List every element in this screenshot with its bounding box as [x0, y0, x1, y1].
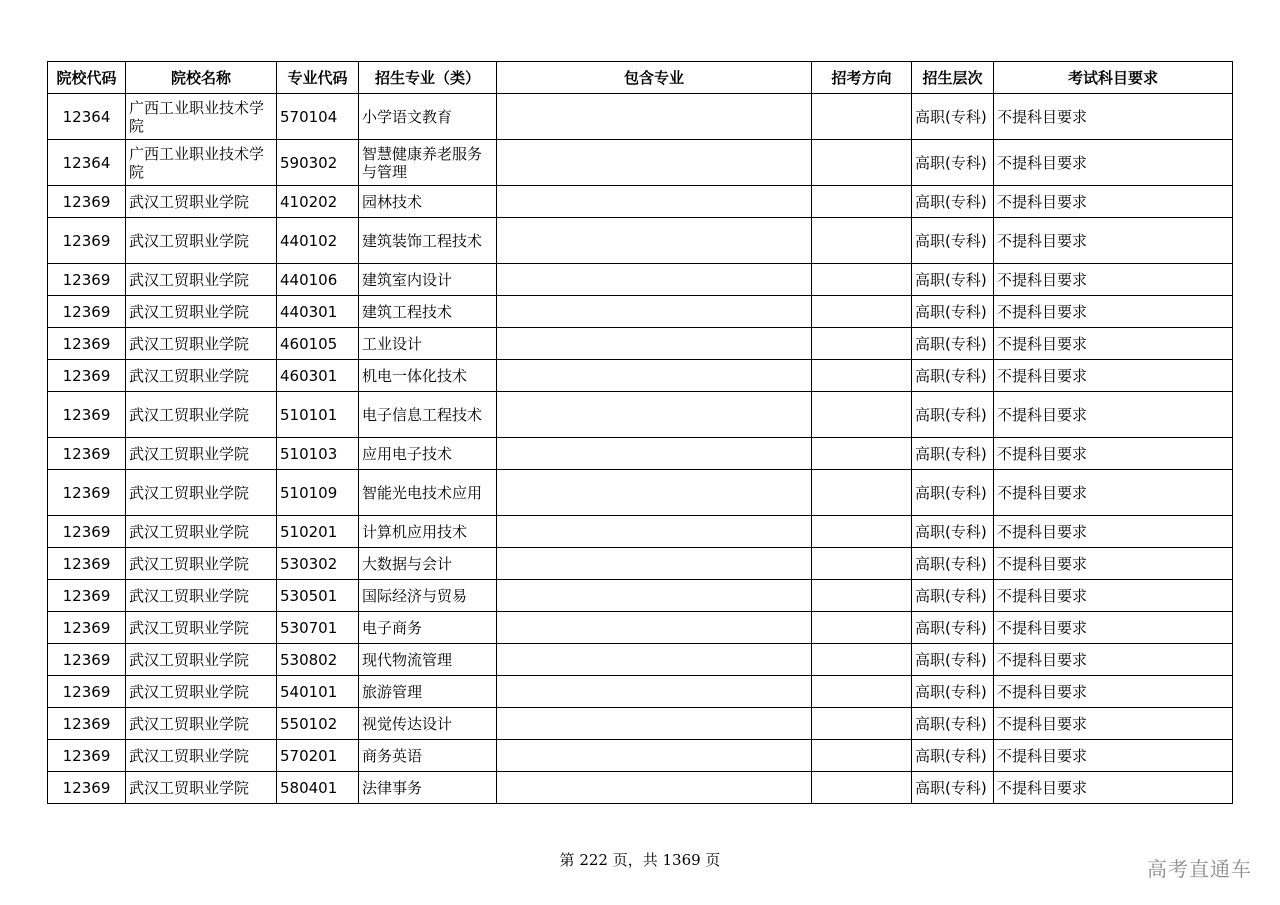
- cell-major: 应用电子技术: [359, 438, 497, 470]
- cell-major: 电子信息工程技术: [359, 392, 497, 438]
- cell-major: 工业设计: [359, 328, 497, 360]
- cell-direction: [812, 392, 912, 438]
- cell-school-code: 12369: [48, 516, 126, 548]
- cell-major: 智慧健康养老服务与管理: [359, 140, 497, 186]
- header-school-code: 院校代码: [48, 62, 126, 94]
- cell-subject-requirement: 不提科目要求: [994, 772, 1233, 804]
- cell-direction: [812, 186, 912, 218]
- cell-level: 高职(专科): [912, 516, 994, 548]
- cell-major: 小学语文教育: [359, 94, 497, 140]
- cell-level: 高职(专科): [912, 360, 994, 392]
- cell-school-code: 12369: [48, 218, 126, 264]
- cell-subject-requirement: 不提科目要求: [994, 360, 1233, 392]
- cell-school-code: 12369: [48, 470, 126, 516]
- cell-school-name: 武汉工贸职业学院: [126, 218, 277, 264]
- cell-subject-requirement: 不提科目要求: [994, 438, 1233, 470]
- header-subject-requirement: 考试科目要求: [994, 62, 1233, 94]
- table-row: [48, 140, 1233, 186]
- cell-subject-requirement: 不提科目要求: [994, 548, 1233, 580]
- cell-direction: [812, 740, 912, 772]
- cell-included-majors: [497, 580, 812, 612]
- cell-direction: [812, 548, 912, 580]
- cell-school-code: 12369: [48, 644, 126, 676]
- cell-school-code: 12369: [48, 360, 126, 392]
- table-row: [48, 218, 1233, 264]
- cell-major-code: 530501: [277, 580, 359, 612]
- cell-included-majors: [497, 740, 812, 772]
- cell-school-code: 12369: [48, 580, 126, 612]
- cell-school-code: 12369: [48, 264, 126, 296]
- header-major: 招生专业（类）: [359, 62, 497, 94]
- cell-included-majors: [497, 438, 812, 470]
- table-row: [48, 676, 1233, 708]
- cell-school-name: 武汉工贸职业学院: [126, 438, 277, 470]
- cell-major: 国际经济与贸易: [359, 580, 497, 612]
- cell-included-majors: [497, 612, 812, 644]
- cell-subject-requirement: 不提科目要求: [994, 644, 1233, 676]
- cell-level: 高职(专科): [912, 218, 994, 264]
- cell-subject-requirement: 不提科目要求: [994, 94, 1233, 140]
- cell-direction: [812, 218, 912, 264]
- cell-school-code: 12369: [48, 392, 126, 438]
- cell-included-majors: [497, 516, 812, 548]
- cell-subject-requirement: 不提科目要求: [994, 470, 1233, 516]
- cell-major: 大数据与会计: [359, 548, 497, 580]
- cell-school-code: 12369: [48, 612, 126, 644]
- cell-school-name: 武汉工贸职业学院: [126, 392, 277, 438]
- cell-major-code: 530802: [277, 644, 359, 676]
- cell-major: 商务英语: [359, 740, 497, 772]
- header-direction: 招考方向: [812, 62, 912, 94]
- cell-major-code: 510201: [277, 516, 359, 548]
- table-row: [48, 392, 1233, 438]
- cell-direction: [812, 708, 912, 740]
- cell-direction: [812, 676, 912, 708]
- cell-major-code: 550102: [277, 708, 359, 740]
- cell-major-code: 510103: [277, 438, 359, 470]
- cell-major: 计算机应用技术: [359, 516, 497, 548]
- cell-direction: [812, 612, 912, 644]
- cell-included-majors: [497, 328, 812, 360]
- cell-included-majors: [497, 186, 812, 218]
- table-row: [48, 470, 1233, 516]
- table-body: [48, 94, 1233, 804]
- cell-included-majors: [497, 548, 812, 580]
- cell-included-majors: [497, 140, 812, 186]
- cell-level: 高职(专科): [912, 438, 994, 470]
- cell-included-majors: [497, 676, 812, 708]
- cell-included-majors: [497, 360, 812, 392]
- cell-major-code: 570201: [277, 740, 359, 772]
- cell-school-name: 武汉工贸职业学院: [126, 644, 277, 676]
- cell-subject-requirement: 不提科目要求: [994, 218, 1233, 264]
- cell-direction: [812, 772, 912, 804]
- cell-level: 高职(专科): [912, 392, 994, 438]
- cell-school-name: 武汉工贸职业学院: [126, 360, 277, 392]
- cell-school-code: 12369: [48, 772, 126, 804]
- cell-school-name: 武汉工贸职业学院: [126, 580, 277, 612]
- cell-school-name: 武汉工贸职业学院: [126, 516, 277, 548]
- table-row: [48, 360, 1233, 392]
- cell-school-code: 12369: [48, 328, 126, 360]
- table-row: [48, 612, 1233, 644]
- cell-included-majors: [497, 470, 812, 516]
- cell-subject-requirement: 不提科目要求: [994, 676, 1233, 708]
- table-row: [48, 516, 1233, 548]
- cell-major-code: 530302: [277, 548, 359, 580]
- table-row: [48, 264, 1233, 296]
- cell-included-majors: [497, 296, 812, 328]
- header-school-name: 院校名称: [126, 62, 277, 94]
- cell-subject-requirement: 不提科目要求: [994, 516, 1233, 548]
- cell-major-code: 410202: [277, 186, 359, 218]
- cell-direction: [812, 470, 912, 516]
- cell-school-code: 12364: [48, 140, 126, 186]
- cell-school-name: 武汉工贸职业学院: [126, 264, 277, 296]
- cell-level: 高职(专科): [912, 186, 994, 218]
- cell-school-code: 12369: [48, 296, 126, 328]
- cell-subject-requirement: 不提科目要求: [994, 296, 1233, 328]
- cell-school-name: 武汉工贸职业学院: [126, 186, 277, 218]
- cell-school-name: 武汉工贸职业学院: [126, 676, 277, 708]
- cell-major-code: 530701: [277, 612, 359, 644]
- cell-direction: [812, 140, 912, 186]
- cell-included-majors: [497, 644, 812, 676]
- cell-level: 高职(专科): [912, 644, 994, 676]
- table-row: [48, 708, 1233, 740]
- cell-included-majors: [497, 94, 812, 140]
- cell-major: 旅游管理: [359, 676, 497, 708]
- table-row: [48, 438, 1233, 470]
- table-row: [48, 740, 1233, 772]
- cell-major-code: 440301: [277, 296, 359, 328]
- table-row: [48, 94, 1233, 140]
- table-row: [48, 328, 1233, 360]
- cell-subject-requirement: 不提科目要求: [994, 580, 1233, 612]
- cell-included-majors: [497, 772, 812, 804]
- header-included-majors: 包含专业: [497, 62, 812, 94]
- cell-included-majors: [497, 708, 812, 740]
- table-row: [48, 296, 1233, 328]
- cell-direction: [812, 644, 912, 676]
- cell-major: 机电一体化技术: [359, 360, 497, 392]
- cell-level: 高职(专科): [912, 296, 994, 328]
- cell-school-name: 武汉工贸职业学院: [126, 740, 277, 772]
- cell-level: 高职(专科): [912, 470, 994, 516]
- cell-direction: [812, 328, 912, 360]
- admissions-table: [47, 61, 1233, 804]
- cell-school-name: 广西工业职业技术学院: [126, 140, 277, 186]
- cell-subject-requirement: 不提科目要求: [994, 708, 1233, 740]
- table-header-row: [48, 62, 1233, 94]
- table-row: [48, 186, 1233, 218]
- cell-included-majors: [497, 392, 812, 438]
- cell-major: 电子商务: [359, 612, 497, 644]
- cell-level: 高职(专科): [912, 676, 994, 708]
- cell-level: 高职(专科): [912, 328, 994, 360]
- table-row: [48, 772, 1233, 804]
- cell-subject-requirement: 不提科目要求: [994, 264, 1233, 296]
- cell-school-name: 武汉工贸职业学院: [126, 470, 277, 516]
- cell-major: 现代物流管理: [359, 644, 497, 676]
- cell-subject-requirement: 不提科目要求: [994, 328, 1233, 360]
- cell-major-code: 460105: [277, 328, 359, 360]
- cell-major-code: 570104: [277, 94, 359, 140]
- cell-level: 高职(专科): [912, 612, 994, 644]
- cell-school-name: 武汉工贸职业学院: [126, 612, 277, 644]
- cell-school-code: 12369: [48, 708, 126, 740]
- table-row: [48, 644, 1233, 676]
- cell-level: 高职(专科): [912, 772, 994, 804]
- cell-major-code: 440102: [277, 218, 359, 264]
- cell-major: 建筑工程技术: [359, 296, 497, 328]
- cell-direction: [812, 516, 912, 548]
- cell-direction: [812, 580, 912, 612]
- cell-school-name: 武汉工贸职业学院: [126, 708, 277, 740]
- cell-subject-requirement: 不提科目要求: [994, 392, 1233, 438]
- header-level: 招生层次: [912, 62, 994, 94]
- cell-level: 高职(专科): [912, 708, 994, 740]
- cell-level: 高职(专科): [912, 264, 994, 296]
- cell-direction: [812, 94, 912, 140]
- cell-school-code: 12369: [48, 740, 126, 772]
- cell-school-code: 12369: [48, 676, 126, 708]
- cell-level: 高职(专科): [912, 548, 994, 580]
- cell-major: 建筑室内设计: [359, 264, 497, 296]
- cell-major: 视觉传达设计: [359, 708, 497, 740]
- cell-school-name: 武汉工贸职业学院: [126, 548, 277, 580]
- cell-major: 建筑装饰工程技术: [359, 218, 497, 264]
- cell-school-code: 12369: [48, 548, 126, 580]
- cell-included-majors: [497, 218, 812, 264]
- cell-major-code: 510101: [277, 392, 359, 438]
- header-major-code: 专业代码: [277, 62, 359, 94]
- cell-school-name: 武汉工贸职业学院: [126, 772, 277, 804]
- cell-level: 高职(专科): [912, 140, 994, 186]
- cell-major-code: 590302: [277, 140, 359, 186]
- cell-school-name: 武汉工贸职业学院: [126, 328, 277, 360]
- table-row: [48, 580, 1233, 612]
- cell-direction: [812, 264, 912, 296]
- cell-subject-requirement: 不提科目要求: [994, 140, 1233, 186]
- cell-major-code: 440106: [277, 264, 359, 296]
- page-number: 第 222 页，共 1369 页: [559, 851, 721, 869]
- cell-school-name: 广西工业职业技术学院: [126, 94, 277, 140]
- cell-level: 高职(专科): [912, 94, 994, 140]
- cell-direction: [812, 360, 912, 392]
- cell-school-code: 12369: [48, 438, 126, 470]
- cell-school-name: 武汉工贸职业学院: [126, 296, 277, 328]
- cell-major: 智能光电技术应用: [359, 470, 497, 516]
- table-row: [48, 548, 1233, 580]
- cell-included-majors: [497, 264, 812, 296]
- cell-school-code: 12369: [48, 186, 126, 218]
- cell-subject-requirement: 不提科目要求: [994, 186, 1233, 218]
- cell-direction: [812, 438, 912, 470]
- cell-school-code: 12364: [48, 94, 126, 140]
- cell-major: 园林技术: [359, 186, 497, 218]
- cell-major-code: 510109: [277, 470, 359, 516]
- cell-major-code: 580401: [277, 772, 359, 804]
- cell-direction: [812, 296, 912, 328]
- cell-subject-requirement: 不提科目要求: [994, 612, 1233, 644]
- cell-subject-requirement: 不提科目要求: [994, 740, 1233, 772]
- cell-major-code: 540101: [277, 676, 359, 708]
- cell-level: 高职(专科): [912, 580, 994, 612]
- cell-major-code: 460301: [277, 360, 359, 392]
- watermark-text: 高考直通车: [1147, 857, 1252, 881]
- cell-level: 高职(专科): [912, 740, 994, 772]
- cell-major: 法律事务: [359, 772, 497, 804]
